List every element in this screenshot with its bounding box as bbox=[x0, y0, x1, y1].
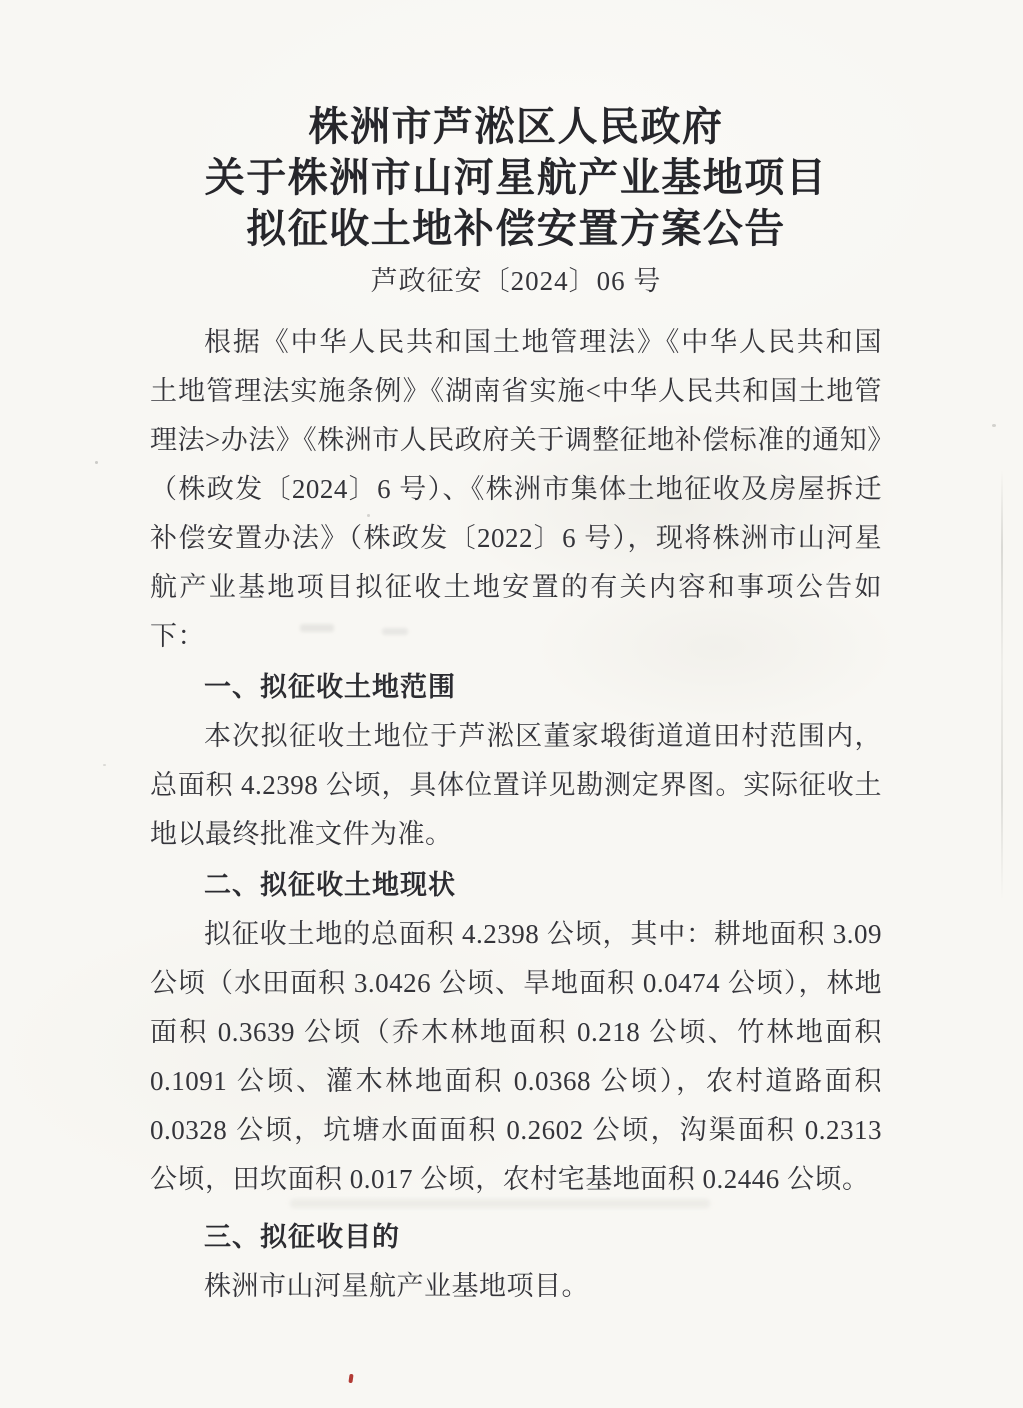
section-2-line: 0.1091 公顷、灌木林地面积 0.0368 公顷），农村道路面积 bbox=[150, 1066, 882, 1096]
scan-artifact-speck bbox=[95, 461, 98, 464]
intro-line: 土地管理法实施条例》《湖南省实施<中华人民共和国土地管 bbox=[150, 376, 882, 406]
document-title-line-2: 关于株洲市山河星航产业基地项目 bbox=[204, 155, 828, 200]
section-1-line: 本次拟征收土地位于芦淞区董家塅街道道田村范围内， bbox=[204, 721, 882, 751]
section-1-line: 总面积 4.2398 公顷，具体位置详见勘测定界图。实际征收土 bbox=[150, 770, 882, 800]
scan-artifact-speck bbox=[367, 514, 370, 517]
intro-line: 航产业基地项目拟征收土地安置的有关内容和事项公告如 bbox=[150, 572, 882, 602]
section-3-heading: 三、拟征收目的 bbox=[204, 1222, 400, 1252]
section-3-line: 株洲市山河星航产业基地项目。 bbox=[204, 1271, 589, 1301]
section-1 bbox=[150, 663, 882, 859]
scan-artifact-streak bbox=[1001, 470, 1003, 900]
section-2-line: 面积 0.3639 公顷（乔木林地面积 0.218 公顷、竹林地面积 bbox=[150, 1017, 882, 1047]
scan-artifact-smudge bbox=[300, 624, 334, 632]
intro-line: 下： bbox=[150, 621, 205, 651]
section-1-line: 地以最终批准文件为准。 bbox=[150, 819, 453, 849]
section-2-line: 公顷（水田面积 3.0426 公顷、旱地面积 0.0474 公顷），林地 bbox=[150, 968, 882, 998]
section-2-line: 公顷，田坎面积 0.017 公顷，农村宅基地面积 0.2446 公顷。 bbox=[150, 1164, 870, 1194]
scan-artifact-ghost-band bbox=[290, 1199, 710, 1208]
section-2 bbox=[150, 861, 882, 1204]
section-2-heading: 二、拟征收土地现状 bbox=[204, 870, 456, 900]
intro-line: 补偿安置办法》（株政发〔2022〕6 号），现将株洲市山河星 bbox=[150, 523, 882, 553]
document-title-line-3: 拟征收土地补偿安置方案公告 bbox=[246, 206, 786, 251]
document-title bbox=[150, 0, 882, 254]
document-title-line-1: 株洲市芦淞区人民政府 bbox=[308, 104, 724, 149]
document-number: 芦政征安〔2024〕06 号 bbox=[370, 266, 662, 296]
document-body bbox=[150, 318, 895, 1311]
section-1-heading: 一、拟征收土地范围 bbox=[204, 672, 456, 702]
intro-line: 根据《中华人民共和国土地管理法》《中华人民共和国 bbox=[204, 327, 882, 357]
section-2-line: 拟征收土地的总面积 4.2398 公顷，其中：耕地面积 3.09 bbox=[204, 919, 882, 949]
section-2-line: 0.0328 公顷，坑塘水面面积 0.2602 公顷，沟渠面积 0.2313 bbox=[150, 1115, 882, 1145]
section-3 bbox=[150, 1213, 882, 1311]
scan-artifact-speck bbox=[992, 424, 996, 427]
intro-line: （株政发〔2024〕6 号）、《株洲市集体土地征收及房屋拆迁 bbox=[150, 474, 882, 504]
intro-paragraph bbox=[150, 318, 895, 661]
scan-artifact-red-speck bbox=[348, 1374, 353, 1383]
scan-artifact-smudge bbox=[382, 628, 408, 635]
document-content bbox=[150, 0, 895, 1311]
scan-artifact-speck bbox=[103, 764, 106, 766]
intro-line: 理法>办法》《株洲市人民政府关于调整征地补偿标准的通知》 bbox=[150, 425, 895, 455]
